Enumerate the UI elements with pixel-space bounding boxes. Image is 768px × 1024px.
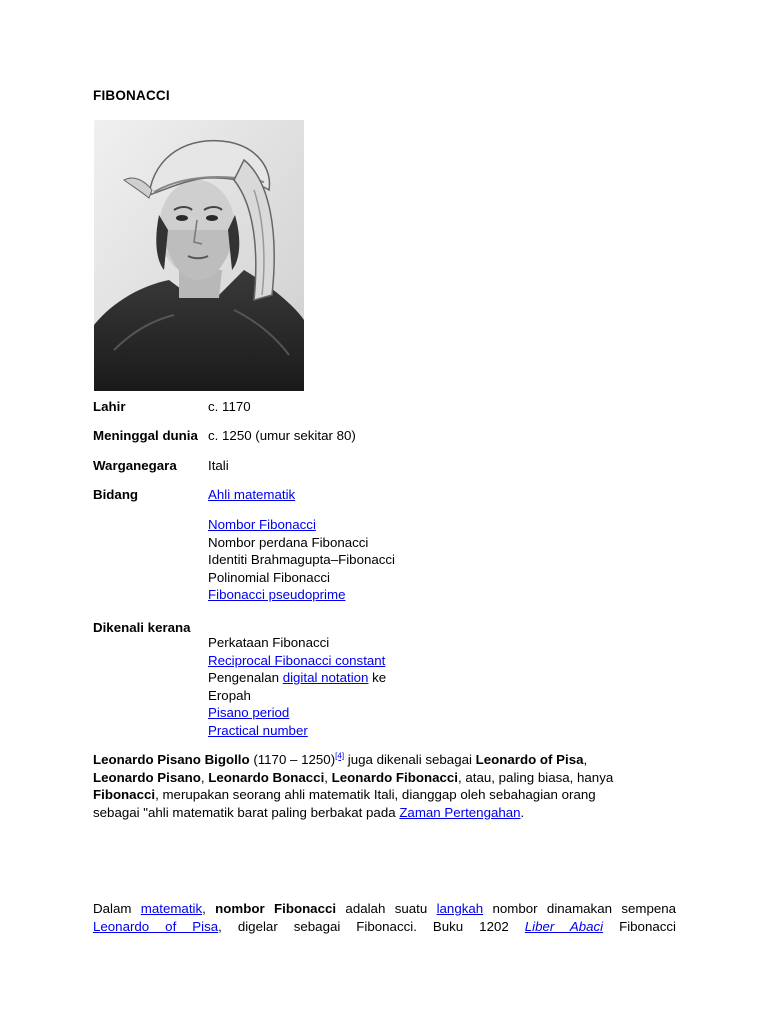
died-label: Meninggal dunia xyxy=(93,428,198,443)
link-digital-notation[interactable]: digital notation xyxy=(282,670,369,686)
born-value: c. 1170 xyxy=(208,399,251,414)
fibonacci-number-paragraph: Dalam matematik, nombor Fibonacci adalah suatu langkah nombor dinamakan sempena Leonardo of Pisa, digelar sebagai Fibonacci. Buku 1202 Liber Abaci Fibonacci xyxy=(93,901,677,934)
list-item: Polinomial Fibonacci xyxy=(208,569,330,585)
known-for-list xyxy=(208,634,438,740)
known-for-label: Dikenali kerana xyxy=(93,620,191,635)
field-label: Bidang xyxy=(93,487,139,502)
list-item: Pengenalan digital notation ke xyxy=(208,670,387,686)
link-practical-number[interactable]: Practical number xyxy=(208,722,308,738)
reference-link[interactable]: [4] xyxy=(335,751,345,761)
page-title: FIBONACCI xyxy=(93,88,170,103)
notable-list xyxy=(208,516,438,604)
field-link-ahli-matematik[interactable]: Ahli matematik xyxy=(208,487,296,502)
field-value xyxy=(208,486,438,504)
link-leonardo-of-pisa[interactable]: Leonardo of Pisa xyxy=(93,918,219,934)
list-item: Identiti Brahmagupta–Fibonacci xyxy=(208,552,396,568)
link-nombor-fibonacci[interactable]: Nombor Fibonacci xyxy=(208,517,316,532)
fibonacci-portrait-image xyxy=(94,120,304,391)
link-reciprocal-fibonacci-constant[interactable]: Reciprocal Fibonacci constant xyxy=(208,652,386,668)
link-pisano-period[interactable]: Pisano period xyxy=(208,705,290,721)
list-item: Nombor perdana Fibonacci xyxy=(208,534,369,550)
link-langkah[interactable]: langkah xyxy=(436,901,484,916)
link-liber-abaci[interactable]: Liber Abaci xyxy=(524,918,604,934)
list-item: Perkataan Fibonacci xyxy=(208,635,330,650)
list-item: Eropah xyxy=(208,687,251,703)
link-zaman-pertengahan[interactable]: Zaman Pertengahan xyxy=(399,804,521,820)
intro-paragraph: Leonardo Pisano Bigollo (1170 – 1250)[4] juga dikenali sebagai Leonardo of Pisa, Leonardo Pisano, Leonardo Bonacci, Leonardo Fibonacci, atau, paling biasa, hanya Fibonacci, merupakan seorang ahli matematik Itali, dianggap oleh sebahagian orang sebagai "ahli matematik barat paling berbakat pada Zaman Pertengahan. xyxy=(93,751,614,820)
link-matematik[interactable]: matematik xyxy=(140,901,203,916)
died-value: c. 1250 (umur sekitar 80) xyxy=(208,428,356,443)
born-label: Lahir xyxy=(93,399,126,414)
nationality-value: Itali xyxy=(208,458,229,473)
nationality-label: Warganegara xyxy=(93,458,177,473)
link-fibonacci-pseudoprime[interactable]: Fibonacci pseudoprime xyxy=(208,587,346,603)
